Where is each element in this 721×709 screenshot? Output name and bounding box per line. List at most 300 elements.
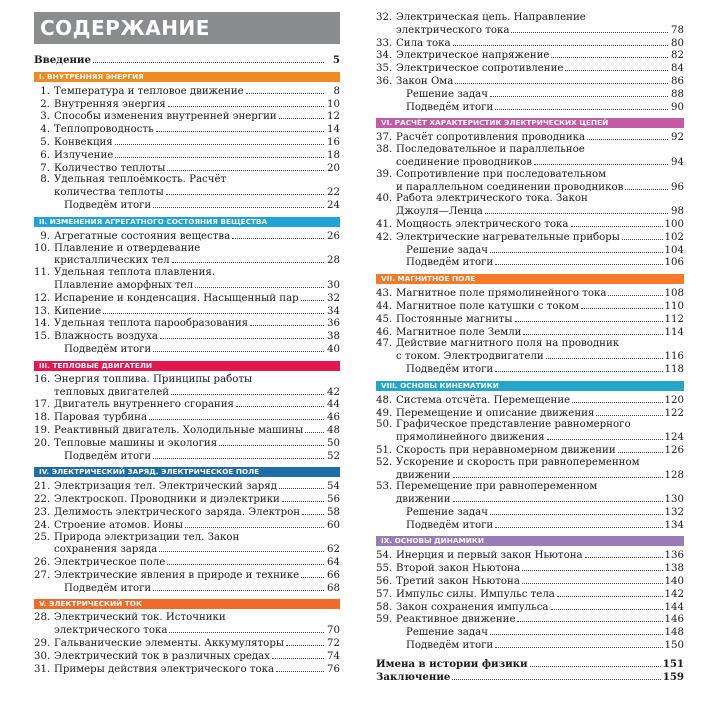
leader-dots (551, 601, 663, 610)
leader-dots (452, 671, 660, 680)
toc-entry[interactable] (34, 162, 340, 175)
leader-dots (115, 136, 324, 145)
leader-dots (557, 588, 663, 597)
toc-entry-continuation[interactable] (376, 181, 684, 194)
leader-dots (453, 493, 663, 502)
entry-title: Скорость при неравномерном движении (396, 444, 616, 456)
entry-page: 136 (664, 550, 684, 562)
toc-entry[interactable] (34, 637, 340, 650)
entry-number: 45. (376, 313, 393, 325)
entry-page: 22 (327, 187, 340, 199)
entry-title: Подведём итоги (64, 450, 152, 462)
toc-entry[interactable] (34, 267, 340, 279)
section-header: II. ИЗМЕНЕНИЯ АГРЕГАТНОГО СОСТОЯНИЯ ВЕЩЕСТВА (34, 217, 340, 227)
leader-dots (581, 300, 663, 309)
toc-entry[interactable] (34, 437, 340, 450)
toc-entry-continuation[interactable] (34, 386, 340, 399)
toc-entry[interactable] (34, 398, 340, 411)
toc-entry[interactable] (34, 230, 340, 243)
entry-title: Магнитное поле прямолинейного тока (396, 288, 607, 300)
section-header: VII. МАГНИТНОЕ ПОЛЕ (376, 274, 684, 284)
entry-title: и параллельном соединении проводников (396, 181, 624, 193)
leader-dots (160, 330, 324, 339)
toc-entry[interactable] (34, 650, 340, 663)
leader-dots (195, 279, 324, 288)
toc-entry[interactable] (34, 85, 340, 98)
entry-title: Сопротивление при последовательном (396, 168, 607, 180)
toc-entry[interactable] (376, 519, 684, 532)
entry-number: 19. (34, 424, 51, 436)
toc-entry[interactable] (34, 532, 340, 544)
entry-title: электрического тока (54, 625, 168, 637)
toc-entry-continuation[interactable] (34, 254, 340, 267)
leader-dots (153, 199, 324, 208)
entry-title: Работа электрического тока. Закон (396, 193, 588, 205)
entry-title: электрического тока (396, 24, 510, 36)
toc-entry[interactable] (376, 218, 684, 231)
entry-number: 39. (376, 168, 393, 180)
entry-title: Строение атомов. Ионы (54, 519, 183, 531)
entry-title: соединение проводников (396, 156, 532, 168)
leader-dots (156, 123, 324, 132)
entry-number: 13. (34, 305, 51, 317)
toc-entry[interactable] (376, 169, 684, 181)
leader-dots (219, 437, 324, 446)
entry-title: Подведём итоги (406, 363, 494, 375)
entry-title: Решение задач (406, 627, 488, 639)
toc-entry[interactable] (376, 481, 684, 493)
leader-dots (453, 37, 668, 46)
entry-number: 4. (40, 124, 50, 136)
entry-title: Влажность воздуха (54, 331, 158, 343)
entry-number: 14. (34, 318, 51, 330)
toc-entry[interactable] (376, 338, 684, 350)
toc-entry[interactable] (34, 582, 340, 595)
leader-dots (453, 469, 663, 478)
toc-entry[interactable] (34, 374, 340, 386)
entry-title: Подведём итоги (64, 199, 152, 211)
entry-number: 30. (34, 650, 51, 662)
entry-title: Теплопроводность (54, 124, 154, 136)
entry-number: 49. (376, 407, 393, 419)
leader-dots (153, 582, 324, 591)
entry-number: 36. (376, 75, 393, 87)
toc-entry[interactable] (34, 556, 340, 569)
toc-entry[interactable] (376, 575, 684, 588)
entry-title: Гальванические элементы. Аккумуляторы (54, 638, 284, 650)
entry-title: Электризация тел. Электрический заряд (54, 481, 277, 493)
toc-entry[interactable] (34, 569, 340, 582)
toc-entry[interactable] (34, 149, 340, 162)
toc-entry[interactable] (34, 519, 340, 532)
entry-title: Решение задач (406, 88, 488, 100)
entry-page: 134 (664, 519, 684, 531)
entry-title: Подведём итоги (406, 519, 494, 531)
toc-entry[interactable] (376, 639, 684, 652)
entry-title: Закон сохранения импульса (396, 601, 549, 613)
entry-page: 146 (664, 614, 684, 626)
entry-number: 8. (40, 174, 50, 186)
entry-page: 151 (662, 657, 684, 670)
toc-entry[interactable] (376, 506, 684, 519)
entry-title: прямолинейного движения (396, 432, 545, 444)
leader-dots (305, 424, 324, 433)
leader-dots (596, 407, 662, 416)
toc-entry[interactable] (376, 613, 684, 626)
leader-dots (185, 519, 324, 528)
entry-title: Излучение (54, 149, 114, 161)
entry-page: 142 (664, 588, 684, 600)
entry-page: 86 (671, 75, 684, 87)
entry-number: 3. (40, 111, 50, 123)
leader-dots (166, 186, 324, 195)
entry-page: 122 (664, 407, 684, 419)
right-sections (376, 118, 684, 651)
entry-page: 94 (671, 156, 684, 168)
toc-entry-continuation[interactable] (34, 186, 340, 199)
toc-entry[interactable] (34, 424, 340, 437)
toc-entry[interactable] (376, 549, 684, 562)
entry-number: 42. (376, 231, 393, 243)
entry-number: 24. (34, 519, 51, 531)
toc-entry-continuation[interactable] (376, 493, 684, 506)
entry-page: 88 (671, 88, 684, 100)
entry-number: 46. (376, 326, 393, 338)
entry-page: 44 (327, 399, 340, 411)
left-column (34, 12, 340, 675)
entry-page: 96 (671, 181, 684, 193)
toc-entry-continuation[interactable] (376, 469, 684, 482)
toc-entry[interactable] (376, 193, 684, 205)
entry-number: 47. (376, 338, 393, 350)
entry-title: Имена в истории физики (376, 657, 528, 670)
entry-number: 16. (34, 373, 51, 385)
entry-page: 90 (671, 101, 684, 113)
page-title: СОДЕРЖАНИЕ (34, 12, 340, 44)
leader-dots (301, 292, 324, 301)
toc-entry[interactable] (34, 199, 340, 212)
entry-title: Подведём итоги (406, 257, 494, 269)
toc-entry-continuation[interactable] (376, 156, 684, 169)
entry-number: 23. (34, 506, 51, 518)
entry-number: 56. (376, 576, 393, 588)
toc-entry[interactable] (376, 601, 684, 614)
entry-number: 7. (40, 162, 50, 174)
toc-entry[interactable] (34, 243, 340, 255)
entry-title: Электрический ток в различных средах (54, 650, 270, 662)
toc-entry[interactable] (376, 75, 684, 88)
toc-entry[interactable] (376, 62, 684, 75)
toc-entry[interactable] (376, 300, 684, 313)
entry-page: 116 (664, 351, 684, 363)
entry-number: 10. (34, 242, 51, 254)
entry-number: 33. (376, 37, 393, 49)
toc-entry[interactable] (376, 49, 684, 62)
entry-title: Решение задач (406, 506, 488, 518)
toc-entry-continuation[interactable] (376, 24, 684, 37)
intro-entry[interactable] (34, 54, 340, 67)
entry-page: 40 (327, 343, 340, 355)
entry-number: 2. (40, 98, 50, 110)
toc-entry[interactable] (376, 394, 684, 407)
toc-entry[interactable] (34, 123, 340, 136)
entry-title: с током. Электродвигатели (396, 351, 544, 363)
entry-title: Импульс силы. Импульс тела (396, 588, 555, 600)
toc-entry[interactable] (34, 292, 340, 305)
end-entry[interactable] (376, 658, 684, 671)
leader-dots (282, 493, 324, 502)
entry-page: 14 (327, 124, 340, 136)
entry-title: Графическое представление равномерного (396, 419, 631, 431)
entry-page: 104 (664, 244, 684, 256)
toc-entry[interactable] (376, 256, 684, 269)
entry-page: 68 (327, 582, 340, 594)
entry-title: Постоянные магниты (396, 313, 513, 325)
entry-title: Подведём итоги (64, 343, 152, 355)
entry-title: Мощность электрического тока (396, 218, 569, 230)
entry-title: Электрический ток. Источники (54, 612, 226, 624)
entry-page: 114 (664, 326, 684, 338)
entry-title: Инерция и первый закон Ньютона (396, 550, 583, 562)
intro-label: Введение (34, 54, 91, 66)
toc-entry-continuation[interactable] (376, 350, 684, 363)
entry-title: Внутренняя энергия (54, 98, 166, 110)
entry-page: 20 (327, 162, 340, 174)
entry-title: Реактивный двигатель. Холодильные машины (54, 424, 304, 436)
entry-page: 126 (664, 444, 684, 456)
leader-dots (517, 613, 662, 622)
entry-page: 124 (664, 432, 684, 444)
entry-number: 17. (34, 399, 51, 411)
leader-dots (153, 343, 324, 352)
entry-number: 18. (34, 412, 51, 424)
right-top-entries (376, 12, 684, 113)
end-entries (376, 658, 684, 684)
entry-title: Температура и тепловое движение (54, 85, 244, 97)
toc-entry[interactable] (376, 37, 684, 50)
entry-page: 42 (327, 386, 340, 398)
entry-page: 72 (327, 638, 340, 650)
entry-number: 29. (34, 638, 51, 650)
entry-title: Реактивное движение (396, 614, 516, 626)
entry-page: 50 (327, 437, 340, 449)
leader-dots (530, 658, 661, 667)
entry-page: 38 (327, 331, 340, 343)
entry-title: Магнитное поле катушки с током (396, 300, 579, 312)
entry-page: 80 (671, 37, 684, 49)
toc-entry-continuation[interactable] (34, 624, 340, 637)
leader-dots (485, 205, 668, 214)
toc-entry-continuation[interactable] (376, 205, 684, 218)
toc-entry[interactable] (34, 480, 340, 493)
toc-entry[interactable] (376, 287, 684, 300)
entry-page: 148 (664, 627, 684, 639)
entry-number: 55. (376, 563, 393, 575)
toc-entry[interactable] (34, 174, 340, 186)
entry-number: 34. (376, 50, 393, 62)
toc-entry[interactable] (34, 493, 340, 506)
entry-number: 43. (376, 288, 393, 300)
entry-number: 5. (40, 136, 50, 148)
end-entry[interactable] (376, 671, 684, 684)
section-header: VIII. ОСНОВЫ КИНЕМАТИКИ (376, 381, 684, 391)
toc-entry[interactable] (376, 101, 684, 114)
toc-entry[interactable] (376, 626, 684, 639)
leader-dots (608, 287, 662, 296)
entry-title: движении (396, 469, 451, 481)
toc-entry[interactable] (376, 88, 684, 101)
toc-entry[interactable] (376, 419, 684, 431)
entry-title: Перемещение при равнопеременном (396, 481, 598, 493)
entry-page: 46 (327, 412, 340, 424)
entry-page: 52 (327, 450, 340, 462)
entry-title: Последовательное и параллельное (396, 144, 585, 156)
entry-title: Джоуля—Ленца (396, 206, 483, 218)
entry-title: движении (396, 494, 451, 506)
entry-title: Электрическое напряжение (396, 50, 550, 62)
leader-dots (246, 85, 324, 94)
toc-entry[interactable] (34, 663, 340, 676)
leader-dots (103, 305, 324, 314)
entry-number: 27. (34, 569, 51, 581)
leader-dots (495, 639, 662, 648)
leader-dots (302, 506, 324, 515)
entry-page: 62 (327, 544, 340, 556)
entry-title: Делимость электрического заряда. Электрон (54, 506, 301, 518)
leader-dots (571, 218, 663, 227)
entry-title: Третий закон Ньютона (396, 576, 520, 588)
toc-entry[interactable] (376, 144, 684, 156)
entry-number: 53. (376, 481, 393, 493)
toc-entry[interactable] (376, 363, 684, 376)
leader-dots (159, 543, 324, 552)
entry-title: Агрегатные состояния вещества (54, 230, 231, 242)
leader-dots (167, 162, 324, 171)
toc-entry[interactable] (34, 506, 340, 519)
toc-entry[interactable] (376, 131, 684, 144)
entry-title: Конвекция (54, 136, 113, 148)
entry-title: Электрические явления в природе и технике (54, 569, 300, 581)
entry-number: 38. (376, 144, 393, 156)
entry-number: 9. (40, 230, 50, 242)
leader-dots (515, 313, 663, 322)
entry-page: 8 (333, 85, 340, 97)
entry-page: 56 (327, 494, 340, 506)
toc-entry[interactable] (34, 110, 340, 123)
toc-entry[interactable] (34, 450, 340, 463)
entry-title: Магнитное поле Земли (396, 326, 522, 338)
entry-number: 11. (34, 267, 51, 279)
entry-page: 128 (664, 469, 684, 481)
entry-number: 20. (34, 437, 51, 449)
toc-entry[interactable] (34, 305, 340, 318)
entry-page: 58 (327, 506, 340, 518)
entry-number: 6. (40, 149, 50, 161)
left-sections (34, 72, 340, 676)
leader-dots (495, 101, 668, 110)
leader-dots (522, 562, 663, 571)
toc-entry[interactable] (34, 343, 340, 356)
entry-title: Электроскоп. Проводники и диэлектрики (54, 494, 280, 506)
toc-entry[interactable] (376, 244, 684, 257)
leader-dots (565, 62, 668, 71)
toc-entry[interactable] (34, 98, 340, 111)
toc-entry[interactable] (376, 588, 684, 601)
entry-page: 66 (327, 569, 340, 581)
toc-entry[interactable] (376, 562, 684, 575)
entry-page: 138 (664, 563, 684, 575)
entry-title: Закон Ома (396, 75, 454, 87)
entry-title: Подведём итоги (406, 101, 494, 113)
leader-dots (149, 411, 324, 420)
entry-title: Природа электризации тел. Закон (54, 531, 240, 543)
leader-dots (172, 254, 324, 263)
entry-number: 37. (376, 132, 393, 144)
toc-entry-continuation[interactable] (376, 431, 684, 444)
entry-title: Плавление аморфных тел (54, 279, 194, 291)
entry-title: Действие магнитного поля на проводник (396, 338, 620, 350)
toc-entry[interactable] (376, 313, 684, 326)
leader-dots (279, 480, 324, 489)
entry-number: 31. (34, 663, 51, 675)
toc-entry-continuation[interactable] (34, 279, 340, 292)
entry-number: 1. (40, 85, 50, 97)
toc-entry[interactable] (376, 444, 684, 457)
entry-page: 110 (664, 300, 684, 312)
leader-dots (301, 569, 324, 578)
entry-title: Удельная теплоёмкость. Расчёт (54, 174, 227, 186)
toc-entry[interactable] (34, 612, 340, 624)
entry-number: 21. (34, 481, 51, 493)
entry-title: Кипение (54, 305, 102, 317)
toc-entry[interactable] (376, 231, 684, 244)
leader-dots (587, 131, 668, 140)
entry-number: 48. (376, 394, 393, 406)
entry-title: Заключение (376, 670, 451, 683)
leader-dots (547, 431, 663, 440)
entry-title: Второй закон Ньютона (396, 563, 521, 575)
toc-entry[interactable] (376, 12, 684, 24)
entry-number: 50. (376, 419, 393, 431)
toc-entry[interactable] (376, 407, 684, 420)
entry-page: 130 (664, 494, 684, 506)
entry-title: Электрическая цепь. Направление (396, 12, 586, 23)
toc-entry[interactable] (34, 136, 340, 149)
toc-entry[interactable] (376, 326, 684, 339)
entry-title: Электрическое поле (54, 557, 166, 569)
toc-entry[interactable] (376, 457, 684, 469)
toc-entry-continuation[interactable] (34, 543, 340, 556)
leader-dots (490, 626, 663, 635)
toc-entry[interactable] (34, 317, 340, 330)
leader-dots (93, 54, 324, 63)
entry-page: 140 (664, 576, 684, 588)
leader-dots (455, 75, 668, 84)
entry-page: 159 (662, 670, 684, 683)
leader-dots (168, 98, 324, 107)
entry-number: 44. (376, 300, 393, 312)
leader-dots (232, 230, 324, 239)
leader-dots (272, 650, 324, 659)
entry-number: 22. (34, 494, 51, 506)
leader-dots (523, 326, 662, 335)
leader-dots (534, 156, 668, 165)
entry-page: 28 (327, 255, 340, 267)
toc-entry[interactable] (34, 330, 340, 343)
leader-dots (286, 637, 324, 646)
toc-entry[interactable] (34, 411, 340, 424)
section-header: IV. ЭЛЕКТРИЧЕСКИЙ ЗАРЯД. ЭЛЕКТРИЧЕСКОЕ ПОЛЕ (34, 467, 340, 477)
